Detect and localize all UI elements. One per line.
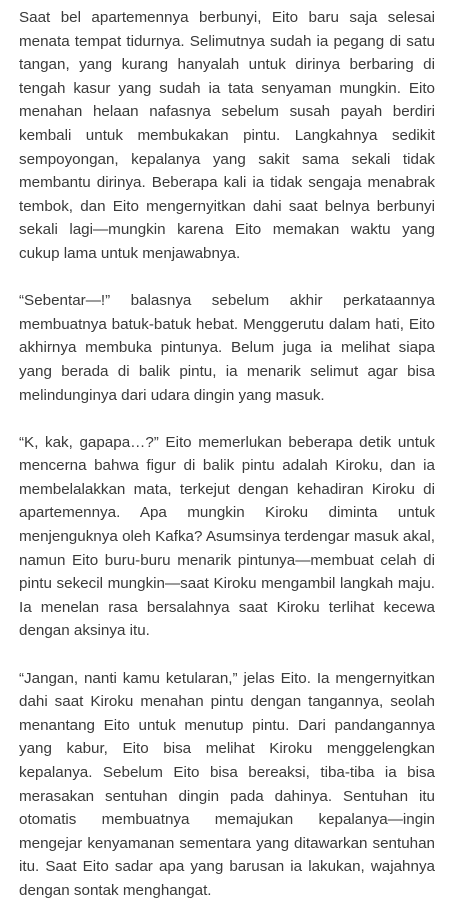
story-paragraph-2: “Sebentar—!” balasnya sebelum akhir perkataannya membuatnya batuk-batuk hebat. Menggerutu dalam hati, Eito akhirnya membuka pintunya. Belum juga ia melihat siapa yang berada di balik pintu, ia menarik selimut agar bisa melindunginya dari udara dingin yang masuk. xyxy=(19,292,435,404)
story-paragraph-4: “Jangan, nanti kamu ketularan,” jelas Eito. Ia mengernyitkan dahi saat Kiroku menahan pintu dengan tangannya, seolah menantang Eito untuk menutup pintu. Dari pandangannya yang kabur, Eito bisa melihat Kiroku menggelengkan kepalanya. Sebelum Eito bisa bereaksi, tiba-tiba ia bisa merasakan sentuhan dingin pada dahinya. Sentuhan itu otomatis membuatnya memajukan kepalanya—ingin mengejar kenyamanan sementara yang ditawarkan sentuhan itu. Saat Eito sadar apa yang barusan ia lakukan, wajahnya dengan sontak menghangat. xyxy=(19,669,435,899)
story-paragraph-3: “K, kak, gapapa…?” Eito memerlukan beberapa detik untuk mencerna bahwa figur di balik pintu adalah Kiroku, dan ia membelalakkan mata, terkejut dengan kehadiran Kiroku di apartemennya. Apa mungkin Kiroku diminta untuk menjenguknya oleh Kafka? Asumsinya terdengar masuk akal, namun Eito buru-buru menarik pintunya—membuat celah di pintu sekecil mungkin—saat Kiroku mengambil langkah maju. Ia menelan rasa bersalahnya saat Kiroku terlihat kecewa dengan aksinya itu. xyxy=(19,433,435,640)
story-paragraph-1: Saat bel apartemennya berbunyi, Eito baru saja selesai menata tempat tidurnya. Selimutnya sudah ia pegang di satu tangan, yang kurang hanyalah untuk dirinya berbaring di tengah kasur yang sudah ia tata senyaman mungkin. Eito menahan helaan nafasnya sebelum susah payah berdiri kembali untuk membukakan pintu. Langkahnya sedikit sempoyongan, kepalanya yang sakit sama sekali tidak membantu dirinya. Beberapa kali ia tidak sengaja menabrak tembok, dan Eito mengernyitkan dahi saat belnya berbunyi sekali lagi—mungkin karena Eito memakan waktu yang cukup lama untuk menjawabnya. xyxy=(19,9,435,262)
